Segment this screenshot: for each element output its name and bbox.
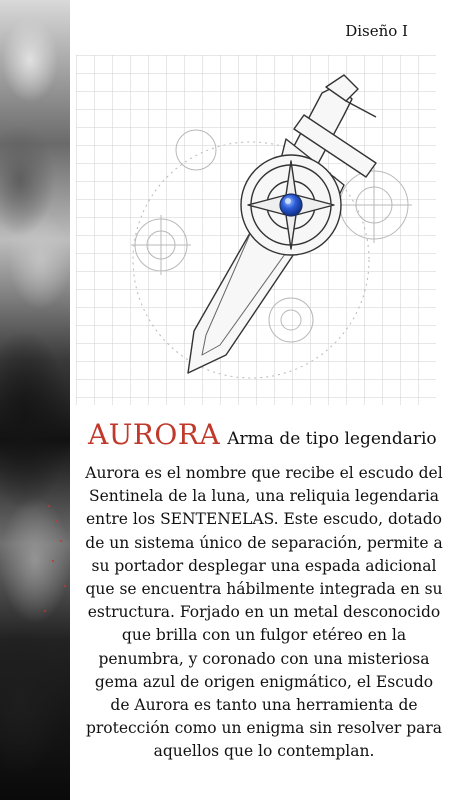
item-name: AURORA [88, 418, 221, 451]
stormy-sky-strip [0, 0, 70, 800]
blue-gem-icon [280, 194, 302, 216]
weapon-blueprint [76, 55, 436, 405]
design-label: Diseño I [345, 22, 408, 40]
item-type: Arma de tipo legendario [227, 429, 437, 449]
item-title-row [88, 418, 440, 451]
item-description: Aurora es el nombre que recibe el escudo del Sentinela de la luna, una reliquia legendaria entre los SENTENELAS. Este escudo, dotado de un sistema único de separación, permite a su portador desplegar una espada adicional que se encuentra hábilmente integrada en su estructura. Forjado en un metal desconocido que brilla con un fulgor etéreo en la penumbra, y coronado con una misteriosa gema azul de origen enigmático, el Escudo de Aurora es tanto una herramienta de protección como un enigma sin resolver para aquellos que lo contemplan. [85, 464, 443, 761]
